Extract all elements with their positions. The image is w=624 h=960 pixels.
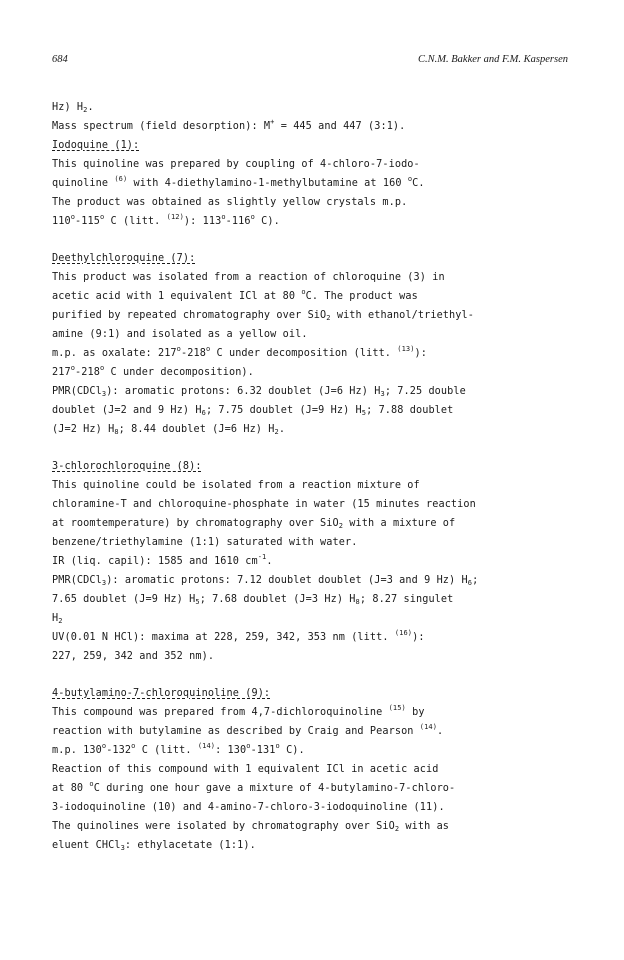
text-run: -218 bbox=[181, 348, 206, 359]
text-run: benzene/triethylamine (1:1) saturated with water. bbox=[52, 537, 358, 548]
subscript: 6 bbox=[467, 579, 473, 587]
text-run: at roomtemperature) by chromatography over SiO bbox=[52, 518, 339, 529]
text-run: The product was obtained as slightly yellow crystals m.p. bbox=[52, 197, 408, 208]
text-line bbox=[52, 571, 572, 590]
text-line bbox=[52, 722, 572, 741]
section-heading bbox=[52, 136, 572, 155]
paragraph-gap bbox=[52, 666, 572, 684]
text-run: 227, 259, 342 and 352 nm). bbox=[52, 651, 215, 662]
section-heading bbox=[52, 457, 572, 476]
text-line bbox=[52, 325, 572, 344]
section-heading bbox=[52, 249, 572, 268]
text-line bbox=[52, 98, 572, 117]
text-run: doublet (J=2 and 9 Hz) H bbox=[52, 405, 202, 416]
superscript: o bbox=[407, 175, 413, 183]
subscript: 3 bbox=[101, 390, 107, 398]
superscript: o bbox=[221, 213, 226, 221]
text-run: ): bbox=[412, 632, 425, 643]
text-line bbox=[52, 760, 572, 779]
text-run: m.p. 130 bbox=[52, 745, 102, 756]
text-run: with 4-diethylamino-1-methylbutamine at 160 bbox=[127, 178, 408, 189]
paragraph-gap bbox=[52, 231, 572, 249]
superscript: o bbox=[275, 742, 280, 750]
text-run: : 130 bbox=[215, 745, 247, 756]
superscript: o bbox=[99, 364, 105, 372]
text-run: C). bbox=[279, 745, 305, 756]
text-run: by bbox=[405, 707, 425, 718]
page-number: 684 bbox=[52, 54, 68, 65]
text-run: m.p. as oxalate: 217 bbox=[52, 348, 177, 359]
text-line bbox=[52, 476, 572, 495]
text-line bbox=[52, 533, 572, 552]
text-run: amine (9:1) and isolated as a yellow oil. bbox=[52, 329, 308, 340]
text-run: C (litt. bbox=[135, 745, 198, 756]
subscript: 2 bbox=[83, 106, 88, 114]
text-run: -132 bbox=[106, 745, 132, 756]
text-run: ): 113 bbox=[183, 216, 222, 227]
text-run: C. The product was bbox=[305, 291, 418, 302]
text-run: UV(0.01 N HCl): maxima at 228, 259, 342, 353 nm (litt. bbox=[52, 632, 395, 643]
text-run: H bbox=[52, 613, 59, 624]
text-line bbox=[52, 155, 572, 174]
text-run: This quinoline could be isolated from a reaction mixture of bbox=[52, 480, 420, 491]
text-line bbox=[52, 798, 572, 817]
text-line bbox=[52, 817, 572, 836]
text-run: ; 7.75 doublet (J=9 Hz) H bbox=[205, 405, 362, 416]
text-run: C under decomposition (litt. bbox=[210, 348, 398, 359]
text-line bbox=[52, 344, 572, 363]
section-heading bbox=[52, 684, 572, 703]
superscript: (13) bbox=[397, 345, 415, 353]
text-run: at 80 bbox=[52, 783, 90, 794]
text-run: Hz) H bbox=[52, 102, 84, 113]
text-run: C during one hour gave a mixture of 4-butylamino-7-chloro- bbox=[93, 783, 456, 794]
subscript: 2 bbox=[326, 314, 331, 322]
text-line bbox=[52, 193, 572, 212]
text-run: (J=2 Hz) H bbox=[52, 424, 115, 435]
text-run: reaction with butylamine as described by Craig and Pearson bbox=[52, 726, 420, 737]
text-run: with ethanol/triethyl- bbox=[330, 310, 474, 321]
text-line bbox=[52, 401, 572, 420]
text-run: This product was isolated from a reaction of chloroquine (3) in bbox=[52, 272, 445, 283]
text-run: -218 bbox=[75, 367, 100, 378]
text-run: -116 bbox=[225, 216, 251, 227]
text-run: ; 7.68 doublet (J=3 Hz) H bbox=[199, 594, 356, 605]
text-run: ; 8.27 singulet bbox=[359, 594, 454, 605]
superscript: (14) bbox=[197, 742, 216, 750]
text-line bbox=[52, 514, 572, 533]
text-run: 4-butylamino-7-chloroquinoline (9): bbox=[52, 688, 271, 699]
text-run: Iodoquine (1): bbox=[52, 140, 140, 151]
text-run: chloramine-T and chloroquine-phosphate in water (15 minutes reaction bbox=[52, 499, 476, 510]
text-run: 3-chlorochloroquine (8): bbox=[52, 461, 202, 472]
text-run: This compound was prepared from 4,7-dichloroquinoline bbox=[52, 707, 389, 718]
subscript: 8 bbox=[355, 598, 360, 606]
paragraph-gap bbox=[52, 439, 572, 457]
text-line bbox=[52, 495, 572, 514]
superscript: o bbox=[99, 213, 105, 221]
text-run: acetic acid with 1 equivalent ICl at 80 bbox=[52, 291, 302, 302]
superscript: o bbox=[70, 364, 76, 372]
text-line bbox=[52, 212, 572, 231]
text-run: with a mixture of bbox=[343, 518, 456, 529]
text-run: 3-iodoquinoline (10) and 4-amino-7-chloro-3-iodoquinoline (11). bbox=[52, 802, 445, 813]
subscript: 3 bbox=[380, 390, 385, 398]
superscript: (15) bbox=[388, 704, 406, 712]
text-run: 217 bbox=[52, 367, 71, 378]
text-run: 7.65 doublet (J=9 Hz) H bbox=[52, 594, 196, 605]
text-line bbox=[52, 647, 572, 666]
text-run: -115 bbox=[75, 216, 100, 227]
text-line bbox=[52, 174, 572, 193]
text-line bbox=[52, 363, 572, 382]
superscript: o bbox=[131, 742, 136, 750]
superscript: (14) bbox=[419, 723, 438, 731]
subscript: 5 bbox=[361, 409, 367, 417]
subscript: 2 bbox=[394, 825, 400, 833]
text-run: Deethylchloroquine (7): bbox=[52, 253, 196, 264]
superscript: o bbox=[246, 742, 251, 750]
text-line bbox=[52, 628, 572, 647]
text-line bbox=[52, 590, 572, 609]
superscript: + bbox=[270, 118, 275, 126]
superscript: o bbox=[250, 213, 255, 221]
superscript: (12) bbox=[166, 213, 184, 221]
page-header bbox=[52, 54, 568, 70]
superscript: o bbox=[176, 345, 181, 353]
text-run: . bbox=[87, 102, 94, 113]
text-run: ): aromatic protons: 6.32 doublet (J=6 Hz) H bbox=[106, 386, 381, 397]
text-run: ; bbox=[472, 575, 479, 586]
text-run: -131 bbox=[250, 745, 276, 756]
subscript: 3 bbox=[120, 844, 125, 852]
document-body bbox=[52, 98, 572, 855]
text-line bbox=[52, 268, 572, 287]
superscript: o bbox=[101, 742, 107, 750]
text-line bbox=[52, 382, 572, 401]
text-run: Reaction of this compound with 1 equivalent ICl in acetic acid bbox=[52, 764, 439, 775]
text-line bbox=[52, 779, 572, 798]
text-run: ; 8.44 doublet (J=6 Hz) H bbox=[118, 424, 275, 435]
subscript: 8 bbox=[114, 428, 119, 436]
text-run: . bbox=[437, 726, 444, 737]
running-head-authors: C.N.M. Bakker and F.M. Kaspersen bbox=[418, 54, 568, 65]
superscript: o bbox=[70, 213, 76, 221]
superscript: o bbox=[89, 780, 94, 788]
subscript: 2 bbox=[274, 428, 279, 436]
superscript: (6) bbox=[114, 175, 128, 183]
text-line bbox=[52, 287, 572, 306]
text-run: with as bbox=[399, 821, 450, 832]
superscript: (16) bbox=[394, 629, 413, 637]
text-run: C under decomposition). bbox=[104, 367, 254, 378]
text-line bbox=[52, 117, 572, 136]
text-run: Mass spectrum (field desorption): M bbox=[52, 121, 271, 132]
text-run: IR (liq. capil): 1585 and 1610 cm bbox=[52, 556, 258, 567]
subscript: 2 bbox=[338, 522, 344, 530]
text-run: : ethylacetate (1:1). bbox=[124, 840, 256, 851]
text-line bbox=[52, 741, 572, 760]
subscript: 6 bbox=[201, 409, 206, 417]
text-run: ): bbox=[414, 348, 428, 359]
text-run: = 445 and 447 (3:1). bbox=[274, 121, 406, 132]
text-run: The quinolines were isolated by chromatography over SiO bbox=[52, 821, 395, 832]
text-run: ; 7.88 doublet bbox=[366, 405, 454, 416]
text-line bbox=[52, 552, 572, 571]
text-run: C. bbox=[412, 178, 425, 189]
subscript: 3 bbox=[101, 579, 107, 587]
text-run: PMR(CDCl bbox=[52, 575, 102, 586]
superscript: o bbox=[205, 345, 211, 353]
text-run: . bbox=[278, 424, 286, 435]
text-line bbox=[52, 703, 572, 722]
subscript: 2 bbox=[58, 617, 63, 625]
text-line bbox=[52, 306, 572, 325]
text-line bbox=[52, 836, 572, 855]
text-run: C (litt. bbox=[104, 216, 167, 227]
superscript: o bbox=[301, 288, 306, 296]
subscript: 5 bbox=[195, 598, 200, 606]
text-run: 110 bbox=[52, 216, 71, 227]
text-run: eluent CHCl bbox=[52, 840, 121, 851]
text-run: purified by repeated chromatography over SiO bbox=[52, 310, 327, 321]
text-line bbox=[52, 609, 572, 628]
text-run: . bbox=[266, 556, 273, 567]
text-run: This quinoline was prepared by coupling of 4-chloro-7-iodo- bbox=[52, 159, 420, 170]
text-run: ): aromatic protons: 7.12 doublet doublet (J=3 and 9 Hz) H bbox=[106, 575, 468, 586]
superscript: -1 bbox=[257, 553, 267, 561]
text-run: ; 7.25 double bbox=[384, 386, 466, 397]
text-run: PMR(CDCl bbox=[52, 386, 102, 397]
text-line bbox=[52, 420, 572, 439]
text-run: quinoline bbox=[52, 178, 115, 189]
text-run: C). bbox=[254, 216, 280, 227]
